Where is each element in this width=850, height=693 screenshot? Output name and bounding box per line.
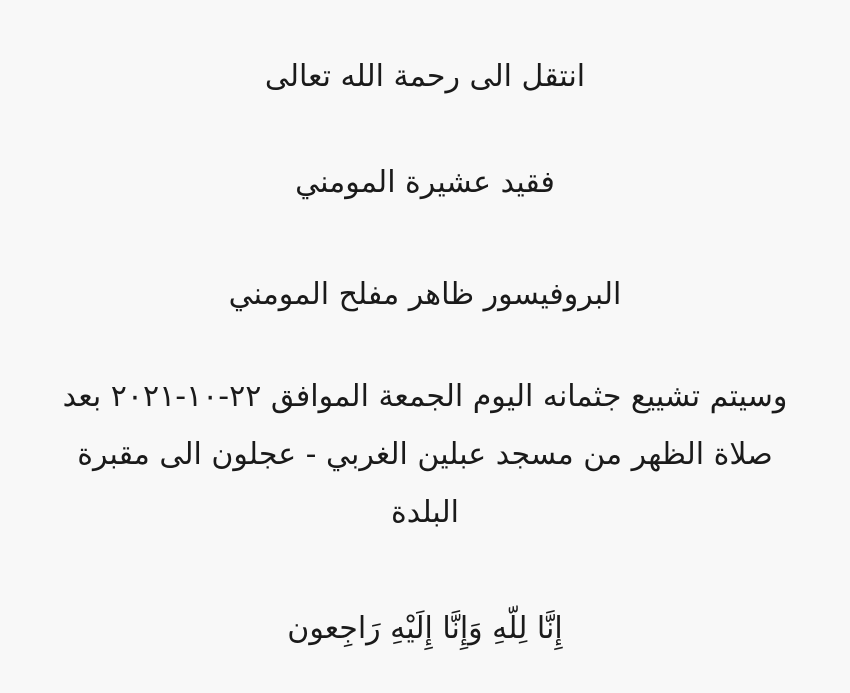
funeral-line-2: صلاة الظهر من مسجد عبلين الغربي - عجلون الى مقبرة (77, 437, 773, 472)
funeral-details (30, 368, 820, 542)
family-line: فقيد عشيرة المومني (295, 165, 555, 200)
deceased-name: البروفيسور ظاهر مفلح المومني (228, 277, 622, 312)
funeral-line-3: البلدة (391, 495, 459, 530)
funeral-line-1: وسيتم تشييع جثمانه اليوم الجمعة الموافق ٢٢-١٠-٢٠٢١ بعد (62, 379, 788, 414)
announcement-line: انتقل الى رحمة الله تعالى (264, 59, 586, 94)
quran-verse: إِنَّا لِلّهِ وَإِنَّا إِلَيْهِ رَاجِعون (287, 611, 563, 646)
